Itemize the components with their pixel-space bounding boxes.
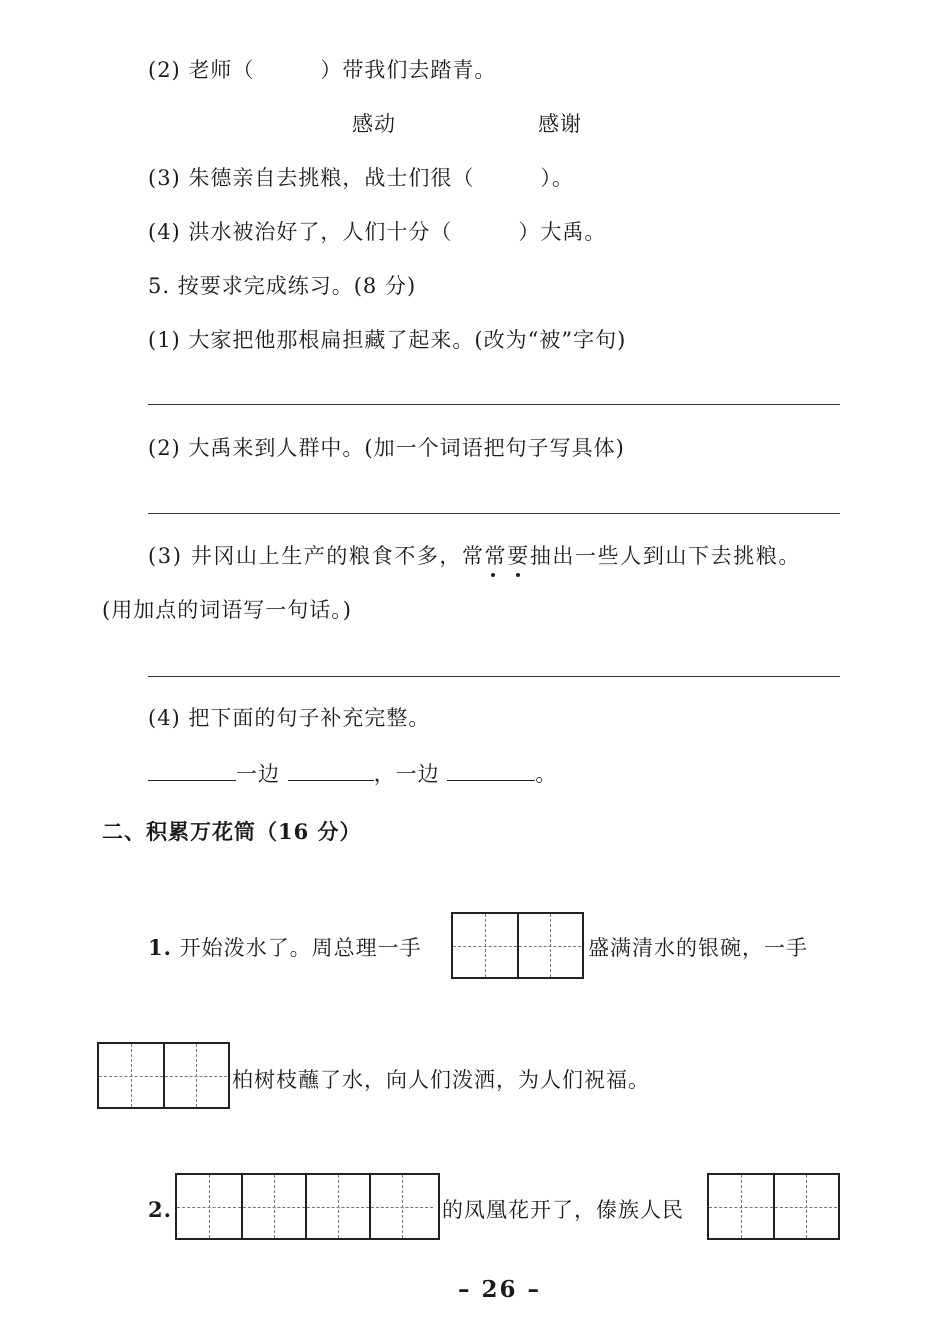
tianzige-group-4[interactable] <box>707 1173 840 1240</box>
tianzige-cell[interactable] <box>99 1044 163 1107</box>
emphasis-dot-2 <box>516 573 520 577</box>
fill-text-1: 一边 <box>236 762 280 786</box>
page-number: – 26 – <box>458 1276 542 1303</box>
q4-item-4: (4) 洪水被治好了，人们十分（ ）大禹。 <box>148 220 607 244</box>
fill-blank-2[interactable] <box>288 758 374 781</box>
emphasis-dot-1 <box>491 573 495 577</box>
tianzige-cell[interactable] <box>369 1175 433 1238</box>
tianzige-cell[interactable] <box>177 1175 241 1238</box>
s2-q1-text-a <box>148 934 422 962</box>
fill-text-2: ，一边 <box>373 762 440 786</box>
tianzige-cell[interactable] <box>453 914 517 977</box>
s2-q2-number: 2. <box>148 1197 172 1222</box>
q5-item-2: (2) 大禹来到人群中。(加一个词语把句子写具体) <box>148 436 625 460</box>
word-option-2: 感谢 <box>538 112 582 136</box>
tianzige-group-1[interactable] <box>451 912 584 979</box>
tianzige-cell[interactable] <box>305 1175 369 1238</box>
q5-item-3-line1: (3) 井冈山上生产的粮食不多，常常要抽出一些人到山下去挑粮。 <box>148 544 802 568</box>
answer-line-1[interactable] <box>148 404 840 405</box>
q4-item-3: (3) 朱德亲自去挑粮，战士们很（ ）。 <box>148 166 574 190</box>
q4-item-2: (2) 老师（ ）带我们去踏青。 <box>148 58 497 82</box>
fill-blank-3[interactable] <box>447 758 535 781</box>
tianzige-cell[interactable] <box>517 914 581 977</box>
tianzige-cell[interactable] <box>773 1175 837 1238</box>
q5-item-4-fill-row <box>148 758 557 788</box>
q5-item-1: (1) 大家把他那根扁担藏了起来。(改为“被”字句) <box>148 328 627 352</box>
tianzige-group-2[interactable] <box>97 1042 230 1109</box>
tianzige-cell[interactable] <box>709 1175 773 1238</box>
s2-q1-text-a-content: 开始泼水了。周总理一手 <box>179 936 422 960</box>
s2-q1-number: 1. <box>148 935 172 960</box>
tianzige-group-3[interactable] <box>175 1173 440 1240</box>
q5-item-3-line2: (用加点的词语写一句话。) <box>102 598 352 622</box>
tianzige-cell[interactable] <box>163 1044 227 1107</box>
s2-q1-text-c: 柏树枝蘸了水，向人们泼洒，为人们祝福。 <box>232 1068 650 1092</box>
q5-item-4: (4) 把下面的句子补充完整。 <box>148 706 431 730</box>
section-2-heading: 二、积累万花筒（16 分） <box>102 819 362 844</box>
word-option-1: 感动 <box>352 112 396 136</box>
s2-q1-text-b: 盛满清水的银碗，一手 <box>588 936 808 960</box>
fill-text-3: 。 <box>535 762 558 786</box>
answer-line-2[interactable] <box>148 513 840 514</box>
answer-line-3[interactable] <box>148 676 840 677</box>
q5-heading: 5. 按要求完成练习。(8 分) <box>148 274 417 298</box>
s2-q2-text-a: 的凤凰花开了，傣族人民 <box>442 1198 684 1222</box>
tianzige-cell[interactable] <box>241 1175 305 1238</box>
fill-blank-1[interactable] <box>148 758 236 781</box>
